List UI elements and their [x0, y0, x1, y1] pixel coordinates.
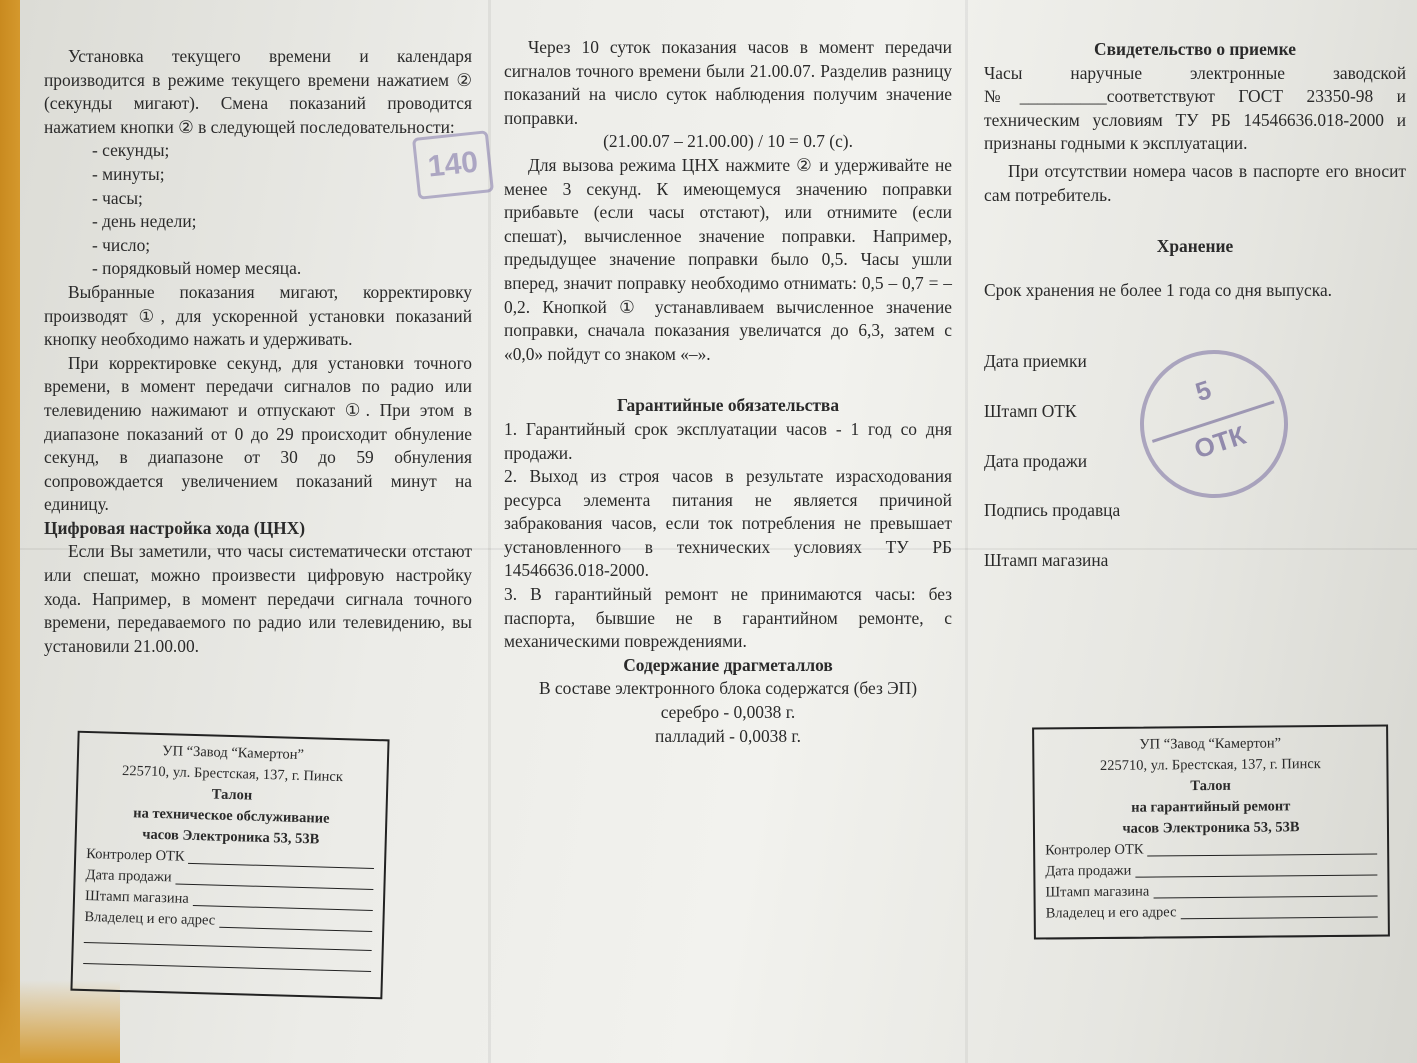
field-label: Штамп ОТК	[984, 400, 1077, 421]
warranty-item: 3. В гарантийный ремонт не принимаются часы: без паспорта, бывшие не в гарантийном ремонте, с механическими повреждениями.	[504, 584, 952, 652]
section-heading: Цифровая настройка хода (ЦНХ)	[44, 517, 305, 538]
field-label: Владелец и его адрес	[84, 908, 216, 929]
section-heading: Хранение	[1156, 236, 1234, 257]
list-item: - день недели;	[92, 211, 197, 232]
list-item: - порядковый номер месяца.	[92, 258, 302, 279]
coupon-field	[1045, 838, 1377, 862]
field-label: Дата продажи	[984, 450, 1088, 471]
metals-palladium: палладий - 0,0038 г.	[655, 725, 801, 746]
correction-paragraph: Выбранные показания мигают, корректировку производят ①, для ускоренной установки показаний кнопку необходимо нажать и удерживать.	[44, 281, 472, 350]
list-item: - число;	[92, 234, 151, 255]
fill-line	[219, 911, 373, 932]
field-label: Дата продажи	[1045, 862, 1132, 880]
section-heading: Свидетельство о приемке	[1094, 39, 1296, 59]
column-middle	[504, 36, 952, 748]
coupon-model: часов Электроника 53, 53В	[1122, 819, 1300, 837]
warranty-item: 1. Гарантийный срок эксплуатации часов - 1 год со дня продажи.	[504, 418, 952, 463]
fill-line	[1180, 901, 1377, 920]
background-corner	[0, 980, 120, 1063]
service-coupon	[70, 731, 389, 1000]
coupon-field	[1045, 880, 1377, 904]
acceptance-paragraph: Часы наручные электронные заводской №__________соответствуют ГОСТ 23350-98 и техническим условиям ТУ РБ 14546636.018-2000 и признаны годными к эксплуатации.	[984, 62, 1406, 154]
field-label: Штамп магазина	[984, 549, 1109, 570]
column-left	[44, 45, 472, 658]
coupon-title: Талон	[1190, 777, 1231, 795]
seconds-paragraph: При корректировке секунд, для установки точного времени, в момент передачи сигналов по радио или телевидению нажимают и отпускают ①. При этом в диапазоне показаний от 0 до 29 происходит обнуление секунд, в диапазоне от 30 до 59 обнуления сопровождается увеличением показаний минут на единицу.	[44, 352, 472, 515]
metals-silver: серебро - 0,0038 г.	[660, 702, 796, 723]
coupon-model: часов Электроника 53, 53В	[142, 826, 320, 848]
section-heading: Гарантийные обязательства	[616, 395, 840, 416]
fill-line	[1153, 880, 1377, 899]
number-stamp: 140	[412, 130, 494, 200]
metals-text: В составе электронного блока содержатся (без ЭП)	[538, 678, 917, 699]
list-item: - часы;	[92, 187, 143, 208]
otk-stamp-number: 5	[1191, 374, 1215, 408]
acceptance-note: При отсутствии номера часов в паспорте его вносит сам потребитель.	[984, 160, 1406, 205]
correction-example-paragraph: Через 10 суток показания часов в момент передачи сигналов точного времени были 21.00.07. Разделив разницу показаний на число суток наблюдения получим значение поправки.	[504, 37, 952, 128]
fill-line	[83, 949, 371, 972]
coupon-subtitle: на гарантийный ремонт	[1131, 798, 1291, 816]
field-label: Дата продажи	[85, 866, 172, 886]
coupon-org: УП “Завод “Камертон”	[1139, 735, 1282, 753]
tuning-mode-paragraph: Для вызова режима ЦНХ нажмите ② и удерживайте не менее 3 секунд. К имеющемуся значению поправки прибавьте (если часы отстают), или отнимите (если спешат), вычисленное значение поправки. Например, предыдущее значение поправки было 0,5. Часы ушли вперед, значит поправку необходимо отнимать: 0,5 – 0,7 = –0,2. Кнопкой ① устанавливаем вычисленное значение поправки, сначала показания увеличатся до 6,3, затем с «0,0» пойдут со знаком «–».	[504, 154, 952, 364]
fill-line	[1135, 859, 1377, 878]
coupon-subtitle: на техническое обслуживание	[132, 805, 330, 827]
coupon-field	[1045, 859, 1377, 883]
coupon-org: УП “Завод “Камертон”	[162, 743, 305, 764]
fill-line	[1147, 838, 1377, 857]
field-label: Штамп магазина	[84, 887, 189, 907]
setup-paragraph: Установка текущего времени и календаря производится в режиме текущего времени нажатием ② (секунды мигают). Смена показаний проводится нажатием кнопки ② в следующей последовательности:	[44, 46, 472, 137]
coupon-title: Талон	[211, 786, 253, 804]
digital-tuning-paragraph: Если Вы заметили, что часы систематически отстают или спешат, можно произвести цифровую настройку хода. Например, в момент передачи сигнала точного времени, передаваемого по радио или телевидению, вы установили 21.00.00.	[44, 541, 472, 656]
coupon-address: 225710, ул. Брестская, 137, г. Пинск	[121, 762, 344, 786]
warranty-item: 2. Выход из строя часов в результате израсходования ресурса элемента питания не является причиной забракования часов, если ток потребления не превышает установленного в технических условиях ТУ РБ 14546636.018-2000.	[504, 466, 952, 581]
list-item: - минуты;	[92, 163, 165, 184]
section-heading: Содержание драгметаллов	[623, 654, 833, 675]
field-label: Контролер ОТК	[1045, 841, 1144, 859]
storage-text: Срок хранения не более 1 года со дня выпуска.	[984, 279, 1333, 300]
field-label: Подпись продавца	[984, 500, 1121, 521]
field-label: Контролер ОТК	[86, 845, 185, 865]
coupon-address: 225710, ул. Брестская, 137, г. Пинск	[1099, 756, 1321, 774]
warranty-coupon	[1032, 724, 1390, 939]
field-label: Владелец и его адрес	[1045, 904, 1177, 922]
field-label: Дата приемки	[984, 351, 1087, 372]
list-item: - секунды;	[92, 140, 170, 161]
formula: (21.00.07 – 21.00.00) / 10 = 0.7 (с).	[603, 131, 853, 152]
fill-line	[193, 889, 374, 911]
field-label: Штамп магазина	[1045, 883, 1150, 901]
fill-line	[1046, 922, 1378, 940]
fold-line	[965, 0, 968, 1063]
coupon-field	[1046, 901, 1378, 925]
otk-stamp-text: ОТК	[1190, 419, 1250, 465]
